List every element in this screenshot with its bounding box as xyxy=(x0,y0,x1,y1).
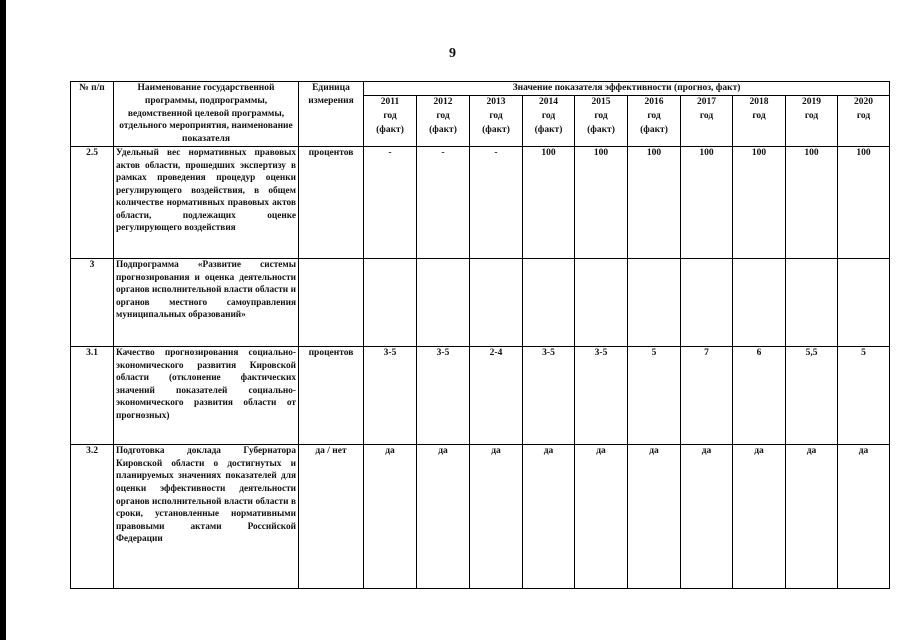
cell-value: 100 xyxy=(628,147,681,259)
cell-value: 3-5 xyxy=(523,346,575,444)
cell-value xyxy=(681,259,733,347)
table-body xyxy=(71,147,890,589)
cell-value xyxy=(786,259,838,347)
cell-value: 3-5 xyxy=(417,346,470,444)
cell-value: - xyxy=(364,147,417,259)
cell-value: - xyxy=(417,147,470,259)
table-row xyxy=(71,445,890,588)
cell-name: Качество прогнозирования социально-экономического развития Кировской области (отклонение фактических значений показателей социально-экономического развития области от прогнозных) xyxy=(114,346,299,444)
cell-value: 5 xyxy=(628,346,681,444)
cell-value xyxy=(470,259,523,347)
cell-num: 3.1 xyxy=(71,346,114,444)
cell-value xyxy=(364,259,417,347)
header-unit: Единица измерения xyxy=(299,82,364,147)
cell-value xyxy=(838,259,890,347)
cell-value xyxy=(628,259,681,347)
header-year: 2020 год xyxy=(838,96,890,147)
cell-value: да xyxy=(838,445,890,588)
cell-value: 100 xyxy=(681,147,733,259)
header-year: 2019 год xyxy=(786,96,838,147)
cell-value: да xyxy=(523,445,575,588)
cell-value: да xyxy=(786,445,838,588)
cell-value: 5 xyxy=(838,346,890,444)
table-row xyxy=(71,259,890,347)
cell-value: 100 xyxy=(838,147,890,259)
header-year: 2014 год (факт) xyxy=(523,96,575,147)
cell-value: да xyxy=(417,445,470,588)
cell-value xyxy=(523,259,575,347)
cell-value xyxy=(417,259,470,347)
header-name: Наименование государственной программы, подпрограммы, ведомственной целевой программы, отдельного мероприятия, наименование показателя xyxy=(114,82,299,147)
cell-name: Подпрограмма «Развитие системы прогнозирования и оценка деятельности органов исполнительной власти области и органов местного самоуправления муниципальных образований» xyxy=(114,259,299,347)
page-number: 9 xyxy=(449,46,456,61)
cell-value: 100 xyxy=(523,147,575,259)
cell-value: да xyxy=(733,445,786,588)
cell-name: Удельный вес нормативных правовых актов области, прошедших экспертизу в рамках проведения процедур оценки регулирующего воздействия, в общем количестве нормативных правовых актов области, подлежащих оценке регулирующего воздействия xyxy=(114,147,299,259)
header-values-group: Значение показателя эффективности (прогноз, факт) xyxy=(364,82,890,96)
cell-value xyxy=(733,259,786,347)
header-year: 2018 год xyxy=(733,96,786,147)
cell-value: да xyxy=(470,445,523,588)
scan-edge-bar xyxy=(0,0,6,640)
cell-unit: процентов xyxy=(299,147,364,259)
cell-value: 3-5 xyxy=(364,346,417,444)
cell-value xyxy=(575,259,628,347)
cell-value: 3-5 xyxy=(575,346,628,444)
cell-value: 5,5 xyxy=(786,346,838,444)
header-year: 2011 год (факт) xyxy=(364,96,417,147)
cell-value: да xyxy=(681,445,733,588)
indicators-table xyxy=(70,81,890,589)
header-num: № п/п xyxy=(71,82,114,147)
cell-value: да xyxy=(628,445,681,588)
cell-unit: процентов xyxy=(299,346,364,444)
header-year: 2013 год (факт) xyxy=(470,96,523,147)
table-row xyxy=(71,346,890,444)
cell-value: да xyxy=(575,445,628,588)
cell-name: Подготовка доклада Губернатора Кировской области о достигнутых и планируемых значениях показателей для оценки эффективности деятельности органов исполнительной власти области в сроки, установленные нормативными правовыми актами Российской Федерации xyxy=(114,445,299,588)
cell-unit: да / нет xyxy=(299,445,364,588)
cell-value: - xyxy=(470,147,523,259)
cell-value: 100 xyxy=(575,147,628,259)
cell-num: 2.5 xyxy=(71,147,114,259)
cell-num: 3.2 xyxy=(71,445,114,588)
cell-value: да xyxy=(364,445,417,588)
cell-value: 7 xyxy=(681,346,733,444)
cell-value: 6 xyxy=(733,346,786,444)
cell-unit xyxy=(299,259,364,347)
header-year: 2017 год xyxy=(681,96,733,147)
cell-num: 3 xyxy=(71,259,114,347)
header-year: 2016 год (факт) xyxy=(628,96,681,147)
cell-value: 100 xyxy=(733,147,786,259)
cell-value: 100 xyxy=(786,147,838,259)
cell-value: 2-4 xyxy=(470,346,523,444)
header-year: 2015 год (факт) xyxy=(575,96,628,147)
table-row xyxy=(71,147,890,259)
header-year: 2012 год (факт) xyxy=(417,96,470,147)
